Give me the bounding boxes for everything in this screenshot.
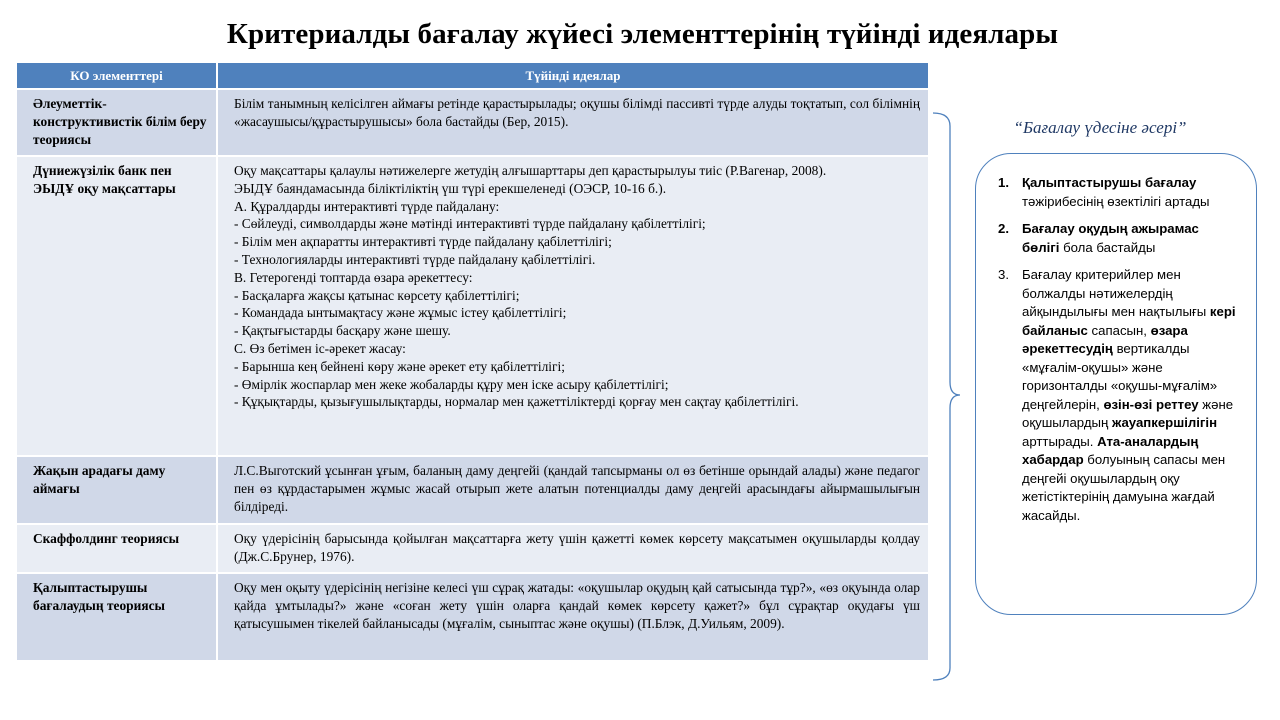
- element-name-cell: Скаффолдинг теориясы: [17, 524, 217, 573]
- emphasis-text: өзара әрекеттесудің: [1022, 322, 1188, 356]
- emphasis-text: жауапкершілігін: [1111, 415, 1218, 430]
- key-idea-line: А. Құралдарды интерактивті түрде пайдалану:: [234, 198, 500, 214]
- list-text: вертикалды «мұғалім-оқушы» және горизонталды «оқушы-мұғалім» деңгейлерін,: [1022, 341, 1218, 412]
- list-number: 1.: [998, 175, 1009, 190]
- key-idea-line: - Басқаларға жақсы қатынас көрсету қабілеттілігі;: [234, 287, 520, 303]
- table-row: [17, 573, 929, 661]
- key-idea-line: Білім танымның келісілген аймағы ретінде қарастырылады; оқушы білімді пассивті түрде алуды тоқтатып, сол білімнің «жасаушысы/құрастырушысы» бола бастайды (Бер, 2015).: [234, 96, 920, 129]
- key-idea-line: - Командада ынтымақтасу және жұмыс істеу қабілеттілігі;: [234, 305, 567, 321]
- key-idea-cell: [217, 573, 929, 661]
- key-idea-line: - Қақтығыстарды басқару және шешу.: [234, 323, 451, 339]
- key-idea-line: Л.С.Выготский ұсынған ұғым, баланың даму деңгейі (қандай тапсырманы ол өз бетінше орындай алады) және педагог пен өз құрдастарымен жұмыс жасай отырып жете алатын потенциалды даму деңгейі арасындағы айырмашылығын білдіреді.: [234, 463, 920, 514]
- assessment-impact-box: [975, 153, 1257, 615]
- emphasis-text: Бағалау оқудың ажырамас бөлігі: [1022, 221, 1199, 255]
- key-idea-line: - Барынша кең бейнені көру және әрекет ету қабілеттілігі;: [234, 358, 565, 374]
- list-text: және оқушылардың: [1022, 396, 1234, 430]
- table-row: [17, 456, 929, 524]
- curly-brace-icon: [930, 112, 970, 682]
- emphasis-text: өзін-өзі реттеу: [1103, 396, 1199, 412]
- list-number: 3.: [998, 267, 1009, 282]
- sidebar-subtitle: “Бағалау үдесіне әсері”: [1013, 118, 1187, 137]
- table-row: [17, 89, 929, 156]
- impact-list-item: [998, 174, 1236, 211]
- list-text: сапасын,: [1087, 322, 1151, 338]
- key-idea-line: ЭЫДҰ баяндамасында біліктіліктің үш түрі ерекшеленеді (ОЭСР, 10-16 б.).: [234, 180, 667, 196]
- column-header-key-ideas: Түйінді идеялар: [217, 63, 929, 89]
- impact-list-item: [998, 220, 1236, 257]
- key-idea-cell: [217, 456, 929, 524]
- emphasis-text: кері байланыс: [1022, 304, 1236, 338]
- impact-list-item: [998, 266, 1236, 525]
- key-idea-line: Оқу мен оқыту үдерісінің негізіне келесі үш сұрақ жатады: «оқушылар оқудың қай сатысында тұр?», «өз оқуында олар қайда ұмтылады?» және «соған жету үшін оларға қандай көмек көрсету қажет?» бұл сұрақтар оқудағы үш қатысушымен тікелей байланысады (мұғалім, сыныптас және оқушы) (П.Блэк, Д.Уильям, 2009).: [234, 580, 920, 631]
- table-header-row: [17, 63, 929, 89]
- key-idea-line: - Технологияларды интерактивті түрде пайдалану қабілеттілігі.: [234, 251, 596, 267]
- key-idea-line: - Құқықтарды, қызығушылықтарды, нормалар мен қажеттіліктерді қорғау мен сақтау қабілеттілігі.: [234, 394, 799, 410]
- impact-list: [998, 174, 1236, 534]
- emphasis-text: Қалыптастырушы бағалау: [1022, 175, 1197, 190]
- list-text: болуының сапасы мен деңгейі оқушылардың оқу жетістіктерінің дамуына жағдай жасайды.: [1022, 452, 1226, 523]
- key-idea-line: - Өмірлік жоспарлар мен жеке жобаларды құру мен іске асыру қабілеттілігі;: [234, 376, 669, 392]
- table-row: [17, 156, 929, 456]
- column-header-elements: КО элементтері: [17, 63, 217, 89]
- key-idea-cell: [217, 89, 929, 156]
- key-idea-line: С. Өз бетімен іс-әрекет жасау:: [234, 340, 406, 356]
- element-name-cell: Дүниежүзілік банк пен ЭЫДҰ оқу мақсаттары: [17, 156, 217, 456]
- key-idea-line: - Білім мен ақпаратты интерактивті түрде пайдалану қабілеттілігі;: [234, 234, 612, 250]
- list-text: бола бастайды: [1059, 239, 1156, 255]
- key-idea-cell: [217, 524, 929, 573]
- list-text: Бағалау критерийлер мен болжалды нәтижелердің айқындылығы мен нақтылығы: [1022, 267, 1210, 319]
- list-text: арттырады.: [1022, 433, 1098, 449]
- key-idea-line: Оқу үдерісінің барысында қойылған мақсаттарға жету үшін қажетті көмек көрсету мақсатымен оқушыларды қолдау (Дж.С.Брунер, 1976).: [234, 531, 920, 564]
- key-idea-line: Оқу мақсаттары қалаулы нәтижелерге жетудің алғышарттары деп қарастырылуы тиіс (Р.Вагенар, 2008).: [234, 163, 827, 178]
- element-name-cell: Жақын арадағы даму аймағы: [17, 456, 217, 524]
- element-name-cell: Қалыптастырушы бағалаудың теориясы: [17, 573, 217, 661]
- list-number: 2.: [998, 221, 1009, 236]
- page-title: Критериалды бағалау жүйесі элементтерінің түйінді идеялары: [226, 18, 1059, 50]
- ko-elements-table: [17, 63, 930, 662]
- table-row: [17, 524, 929, 573]
- key-idea-line: - Сөйлеуді, символдарды және мәтінді интерактивті түрде пайдалану қабілеттілігі;: [234, 216, 706, 232]
- element-name-cell: Әлеуметтік-конструктивистік білім беру теориясы: [17, 89, 217, 156]
- key-idea-line: В. Гетерогенді топтарда өзара әрекеттесу:: [234, 269, 473, 285]
- emphasis-text: Ата-аналардың хабардар: [1022, 433, 1199, 467]
- list-text: тәжірибесінің өзектілігі артады: [1022, 193, 1210, 209]
- key-idea-cell: [217, 156, 929, 456]
